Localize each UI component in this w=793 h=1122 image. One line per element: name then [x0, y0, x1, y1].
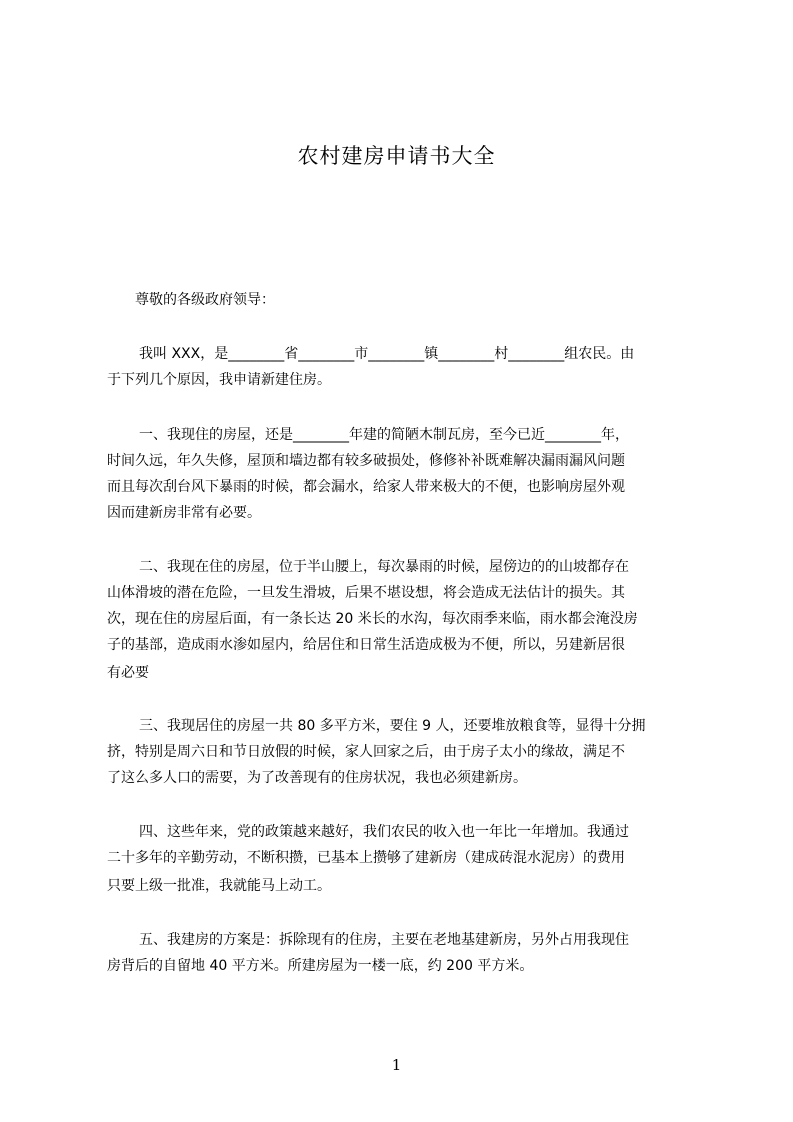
- salutation: 尊敬的各级政府领导：: [135, 292, 275, 308]
- paragraph-line: 了这么多人口的需要，为了改善现有的住房状况，我也必须建新房。: [107, 770, 527, 786]
- paragraph-line: 次，现在住的房屋后面，有一条长达 20 米长的水沟，每次雨季来临，雨水都会淹没房: [107, 611, 638, 627]
- paragraph-line: 一、我现住的房屋，还是________年建的简陋木制瓦房，至今已近________年，: [139, 427, 629, 443]
- paragraph-line: 于下列几个原因，我申请新建住房。: [107, 372, 331, 388]
- paragraph-line: 三、我现居住的房屋一共 80 多平方米，要住 9 人，还要堆放粮食等，显得十分拥: [139, 718, 646, 734]
- paragraph-line: 二、我现在住的房屋，位于半山腰上，每次暴雨的时候，屋傍边的的山坡都存在: [139, 559, 629, 575]
- page-number: 1: [391, 1056, 402, 1074]
- paragraph-line: 子的基部，造成雨水渗如屋内，给居住和日常生活造成极为不便，所以，另建新居很: [107, 637, 625, 653]
- document-title: 农村建房申请书大全: [297, 144, 496, 168]
- paragraph-line: 五、我建房的方案是：拆除现有的住房，主要在老地基建新房，另外占用我现住: [139, 932, 629, 948]
- paragraph-line: 我叫 XXX，是________省________市________镇________村________组农民。由: [139, 346, 635, 362]
- paragraph-line: 而且每次刮台风下暴雨的时候，都会漏水，给家人带来极大的不便，也影响房屋外观: [107, 479, 625, 495]
- paragraph-line: 山体滑坡的潜在危险，一旦发生滑坡，后果不堪设想，将会造成无法估计的损失。其: [107, 585, 625, 601]
- paragraph-line: 时间久远，年久失修，屋顶和墙边都有较多破损处，修修补补既难解决漏雨漏风问题: [107, 453, 625, 469]
- paragraph-line: 房背后的自留地 40 平方米。所建房屋为一楼一底，约 200 平方米。: [107, 958, 534, 974]
- paragraph-line: 四、这些年来，党的政策越来越好，我们农民的收入也一年比一年增加。我通过: [139, 824, 629, 840]
- paragraph-line: 挤，特别是周六日和节日放假的时候，家人回家之后，由于房子太小的缘故，满足不: [107, 744, 625, 760]
- paragraph-line: 只要上级一批准，我就能马上动工。: [107, 878, 331, 894]
- paragraph-line: 因而建新房非常有必要。: [107, 505, 261, 521]
- paragraph-line: 有必要: [107, 665, 149, 681]
- paragraph-line: 二十多年的辛勤劳动，不断积攒，已基本上攒够了建新房（建成砖混水泥房）的费用: [107, 850, 625, 866]
